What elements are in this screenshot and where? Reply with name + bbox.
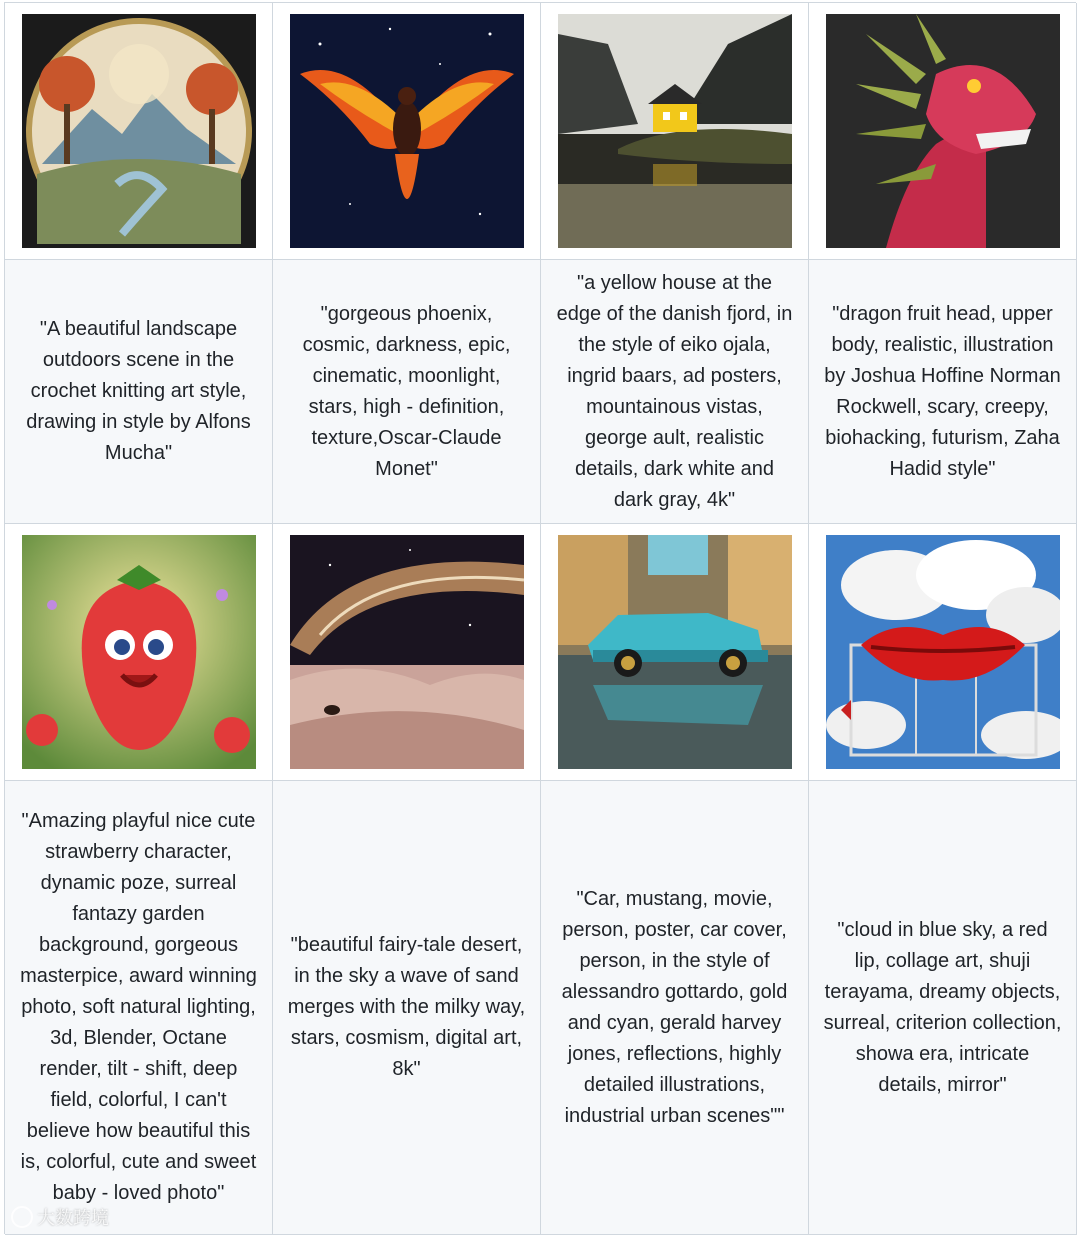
watermark-logo-icon [11, 1206, 33, 1228]
prompt-caption: "A beautiful landscape outdoors scene in the crochet knitting art style, drawing in style by Alfons Mucha" [26, 318, 251, 464]
desert-milky-way-image [290, 535, 524, 769]
image-cell [809, 3, 1077, 260]
prompt-gallery-table [4, 2, 1076, 1234]
watermark-text: 大数跨境 [37, 1208, 109, 1228]
caption-cell [5, 781, 273, 1235]
caption-cell [5, 260, 273, 524]
image-cell [273, 524, 541, 781]
prompt-caption: "Car, mustang, movie, person, poster, car cover, person, in the style of alessandro gottardo, gold and cyan, gerald harvey jones, reflections, highly detailed illustrations, industrial urban scenes"" [561, 887, 788, 1127]
image-cell [541, 524, 809, 781]
prompt-caption: "cloud in blue sky, a red lip, collage art, shuji terayama, dreamy objects, surreal, criterion collection, showa era, intricate details, mirror" [823, 918, 1062, 1096]
prompt-caption: "Amazing playful nice cute strawberry character, dynamic poze, surreal fantazy garden background, gorgeous masterpice, award winning photo, soft natural lighting, 3d, Blender, Octane render, tilt - shift, deep field, colorful, I can't believe how beautiful this is, colorful, cute and sweet baby - loved photo" [20, 810, 257, 1204]
caption-cell [809, 781, 1077, 1235]
prompt-caption: "a yellow house at the edge of the danish fjord, in the style of eiko ojala, ingrid baars, ad posters, mountainous vistas, george ault, realistic details, dark white and dark gray, 4k" [556, 271, 793, 511]
prompt-caption: "beautiful fairy-tale desert, in the sky a wave of sand merges with the milky way, stars, cosmism, digital art, 8k" [287, 934, 526, 1080]
image-cell [5, 3, 273, 260]
caption-cell [273, 781, 541, 1235]
cloud-red-lip-image [826, 535, 1060, 769]
prompt-caption: "gorgeous phoenix, cosmic, darkness, epic, cinematic, moonlight, stars, high - definition, texture,Oscar-Claude Monet" [302, 302, 511, 480]
landscape-art-image [22, 14, 256, 248]
caption-cell [541, 260, 809, 524]
image-cell [809, 524, 1077, 781]
caption-cell [809, 260, 1077, 524]
strawberry-character-image [22, 535, 256, 769]
caption-cell [541, 781, 809, 1235]
mustang-car-image [558, 535, 792, 769]
caption-cell [273, 260, 541, 524]
prompt-caption: "dragon fruit head, upper body, realistic, illustration by Joshua Hoffine Norman Rockwell, scary, creepy, biohacking, futurism, Zaha Hadid style" [824, 302, 1061, 480]
image-cell [5, 524, 273, 781]
image-cell [273, 3, 541, 260]
yellow-house-fjord-image [558, 14, 792, 248]
dragon-fruit-head-image [826, 14, 1060, 248]
phoenix-art-image [290, 14, 524, 248]
watermark [11, 1204, 109, 1230]
image-cell [541, 3, 809, 260]
